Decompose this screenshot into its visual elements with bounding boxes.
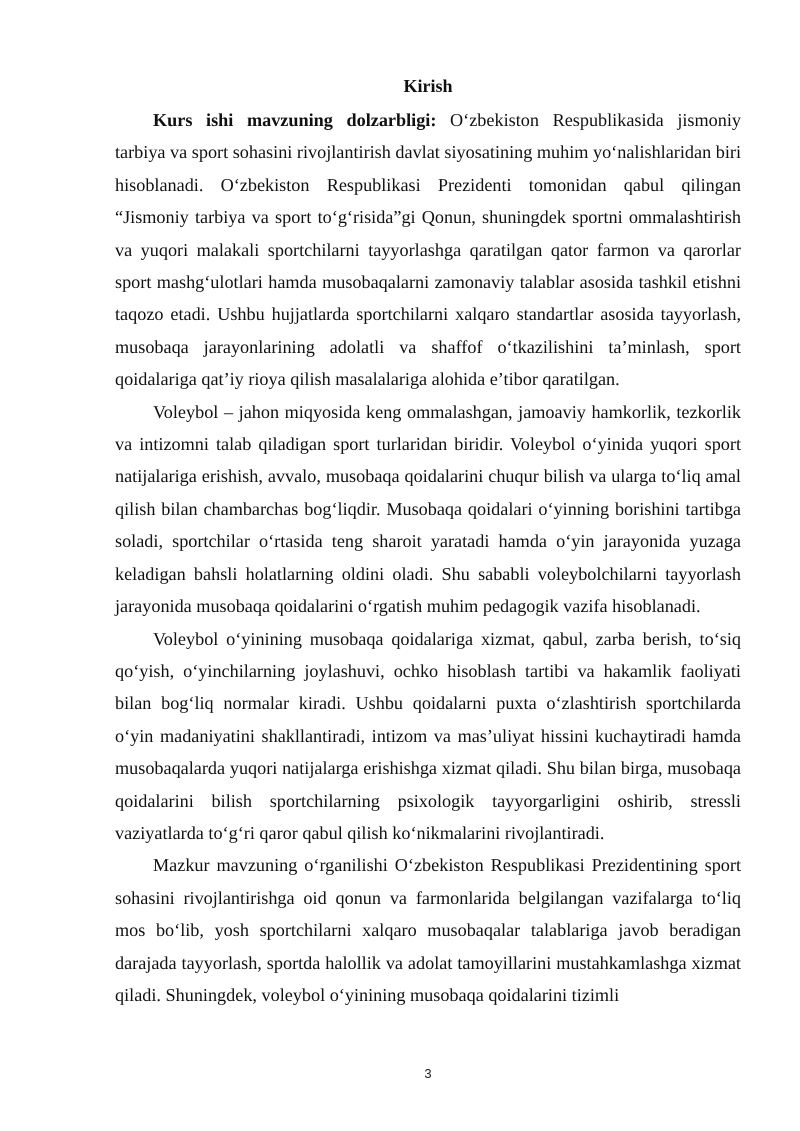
- paragraph-4: Mazkur mavzuning o‘rganilishi O‘zbekiston Respublikasi Prezidentining sport sohasini rivojlantirishga oid qonun va farmonlarida belgilangan vazifalarga to‘liq mos bo‘lib, yosh sportchilarni xalqaro musobaqalar talablariga javob beradigan darajada tayyorlash, sportda halollik va adolat tamoyillarini mustahkamlashga xizmat qiladi. Shuningdek, voleybol o‘yinining musobaqa qoidalarini tizimli: [115, 855, 741, 1005]
- paragraph-intro: [115, 104, 741, 396]
- page-number: 3: [424, 1066, 432, 1081]
- section-heading: Kirish: [403, 76, 453, 96]
- body-text: [115, 104, 741, 1011]
- intro-text: O‘zbekiston Respublikasida jismoniy tarbiya va sport sohasini rivojlantirish davlat siyosatining muhim yo‘nalishlaridan biri hisoblanadi. O‘zbekiston Respublikasi Prezidenti tomonidan qabul qilingan “Jismoniy tarbiya va sport to‘g‘risida”gi Qonun, shuningdek sportni ommalashtirish va yuqori malakali sportchilarni tayyorlashga qaratilgan qator farmon va qarorlar sport mashg‘ulotlari hamda musobaqalarni zamonaviy talablar asosida tashkil etishni taqozo etadi. Ushbu hujjatlarda sportchilarni xalqaro standartlar asosida tayyorlash, musobaqa jarayonlarining adolatli va shaffof o‘tkazilishini ta’minlash, sport qoidalariga qat’iy rioya qilish masalalariga alohida e’tibor qaratilgan.: [115, 110, 741, 390]
- intro-label: Kurs ishi mavzuning dolzarbligi:: [153, 110, 437, 130]
- paragraph-3: Voleybol o‘yinining musobaqa qoidalariga xizmat, qabul, zarba berish, to‘siq qo‘yish, o‘yinchilarning joylashuvi, ochko hisoblash tartibi va hakamlik faoliyati bilan bog‘liq normalar kiradi. Ushbu qoidalarni puxta o‘zlashtirish sportchilarda o‘yin madaniyatini shakllantiradi, intizom va mas’uliyat hissini kuchaytiradi hamda musobaqalarda yuqori natijalarga erishishga xizmat qiladi. Shu bilan birga, musobaqa qoidalarini bilish sportchilarning psixologik tayyorgarligini oshirib, stressli vaziyatlarda to‘g‘ri qaror qabul qilish ko‘nikmalarini rivojlantiradi.: [115, 628, 741, 843]
- paragraph-2: Voleybol – jahon miqyosida keng ommalashgan, jamoaviy hamkorlik, tezkorlik va intizomni talab qiladigan sport turlaridan biridir. Voleybol o‘yinida yuqori sport natijalariga erishish, avvalo, musobaqa qoidalarini chuqur bilish va ularga to‘liq amal qilish bilan chambarchas bog‘liqdir. Musobaqa qoidalari o‘yinning borishini tartibga soladi, sportchilar o‘rtasida teng sharoit yaratadi hamda o‘yin jarayonida yuzaga keladigan bahsli holatlarning oldini oladi. Shu sababli voleybolchilarni tayyorlash jarayonida musobaqa qoidalarini o‘rgatish muhim pedagogik vazifa hisoblanadi.: [115, 401, 741, 617]
